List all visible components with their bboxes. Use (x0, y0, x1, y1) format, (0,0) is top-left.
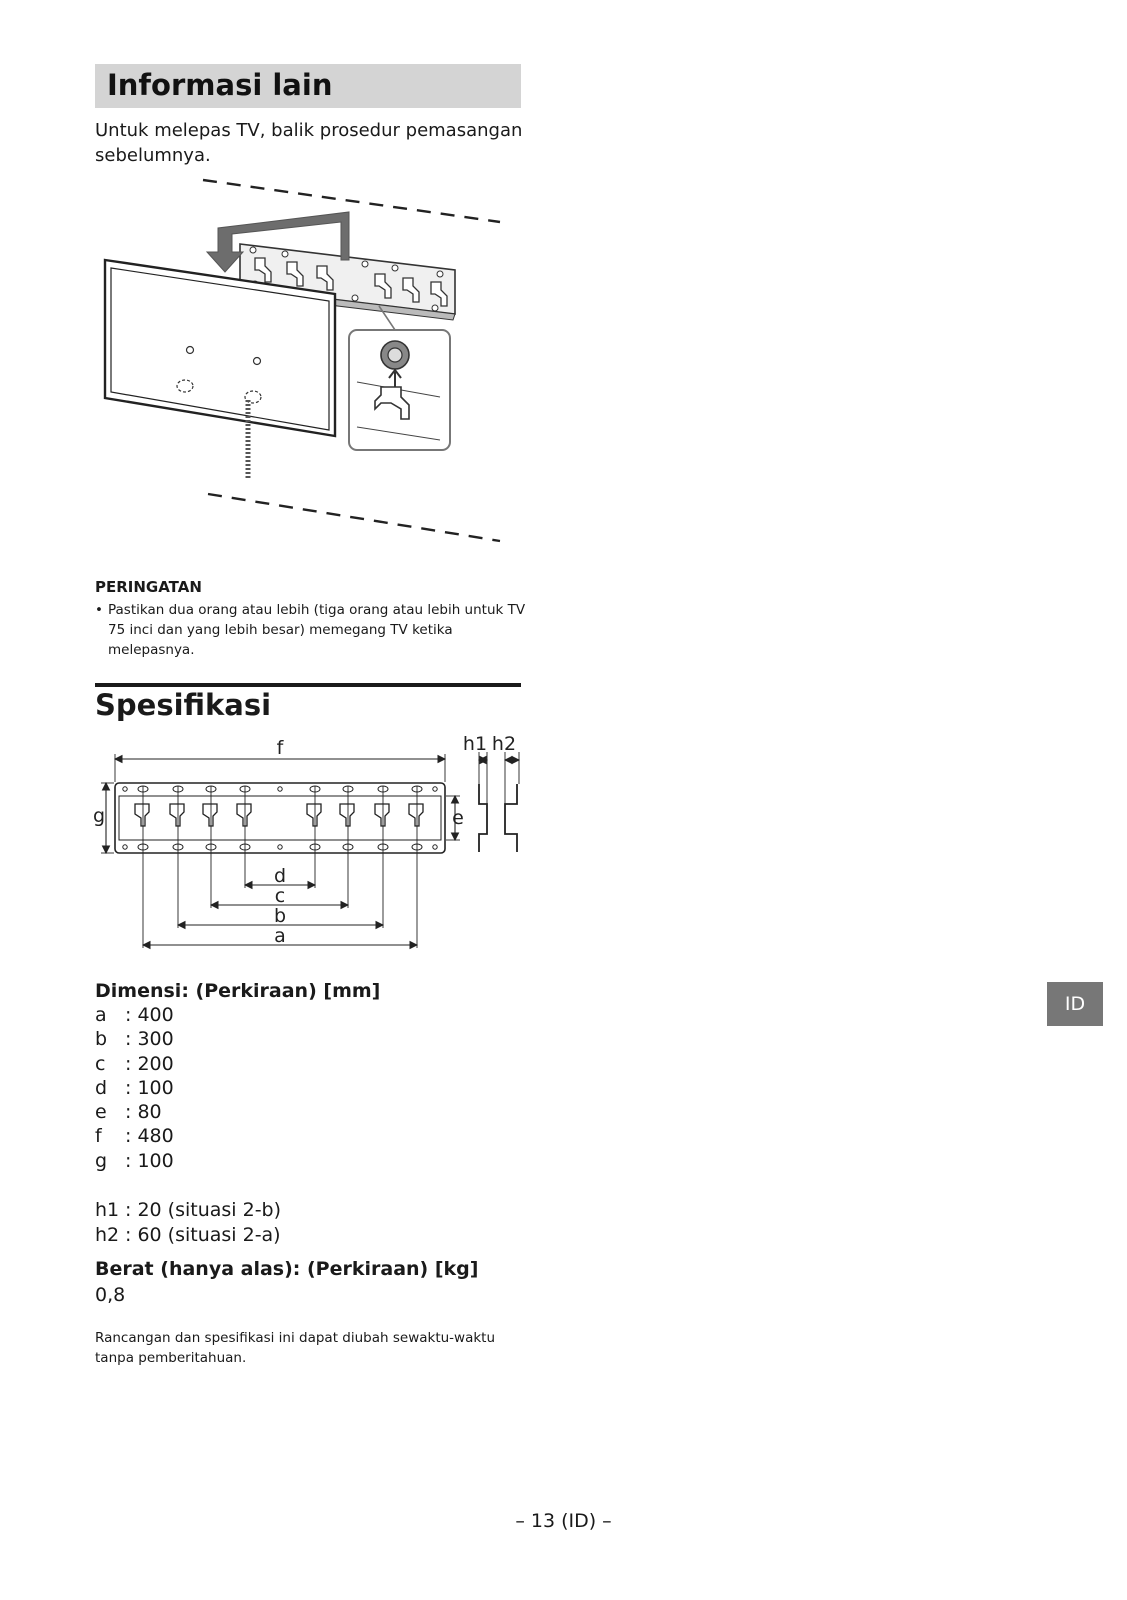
footnote: Rancangan dan spesifikasi ini dapat diubah sewaktu-waktu tanpa pemberitahuan. (95, 1330, 496, 1366)
label-c: c (274, 885, 286, 907)
dimension-value: : 60 (situasi 2-a) (125, 1223, 281, 1246)
tv-removal-illustration (95, 172, 525, 562)
intro-paragraph: Untuk melepas TV, balik prosedur pemasangan sebelumnya. (95, 120, 523, 166)
bracket-dimension-drawing (85, 730, 535, 955)
dimension-key: a (95, 1004, 107, 1026)
dimension-value: : 200 (125, 1052, 174, 1075)
dimension-key: h1 (95, 1199, 120, 1221)
dimension-key: f (95, 1125, 102, 1148)
dimension-value: : 100 (125, 1149, 174, 1172)
section-title-spesifikasi: Spesifikasi (95, 688, 272, 722)
section-divider (95, 683, 521, 687)
dimension-key: h2 (95, 1223, 120, 1246)
warning-text: Pastikan dua orang atau lebih (tiga orang atau lebih untuk TV 75 inci dan yang lebih besar) memegang TV ketika melepasnya. (108, 602, 526, 658)
dimension-key: e (95, 1101, 107, 1124)
warning-list-item (95, 600, 535, 660)
weight-value: 0,8 (95, 1284, 126, 1306)
bullet-icon: • (95, 602, 103, 618)
dimension-key: d (95, 1076, 108, 1099)
dimension-key: b (95, 1028, 108, 1051)
label-f: f (276, 737, 284, 759)
language-tab: ID (1047, 982, 1103, 1026)
label-g: g (92, 805, 106, 827)
dimensions-heading: Dimensi: (Perkiraan) [mm] (95, 980, 381, 1002)
label-a: a (274, 925, 286, 947)
dimension-value: : 480 (125, 1125, 174, 1148)
dimension-value: : 400 (125, 1004, 174, 1026)
dimension-key: g (95, 1149, 108, 1172)
dimension-value: : 300 (125, 1028, 174, 1051)
label-e: e (452, 807, 464, 829)
weight-heading: Berat (hanya alas): (Perkiraan) [kg] (95, 1258, 479, 1280)
dimension-value: : 20 (situasi 2-b) (125, 1199, 282, 1221)
label-b: b (273, 905, 287, 927)
page-number: – 13 (ID) – (515, 1510, 612, 1532)
section-title-informasi-lain: Informasi lain (95, 64, 521, 108)
label-h1: h1 (462, 733, 488, 755)
label-h2: h2 (491, 733, 517, 755)
dimension-value: : 80 (125, 1101, 162, 1124)
dimension-key: c (95, 1052, 106, 1075)
warning-heading: PERINGATAN (95, 578, 202, 596)
tv-back-icon (105, 260, 335, 478)
label-d: d (273, 865, 287, 887)
bracket-side-profile-icon (479, 784, 517, 852)
hook-detail-callout (349, 330, 450, 450)
dimension-value: : 100 (125, 1076, 174, 1099)
